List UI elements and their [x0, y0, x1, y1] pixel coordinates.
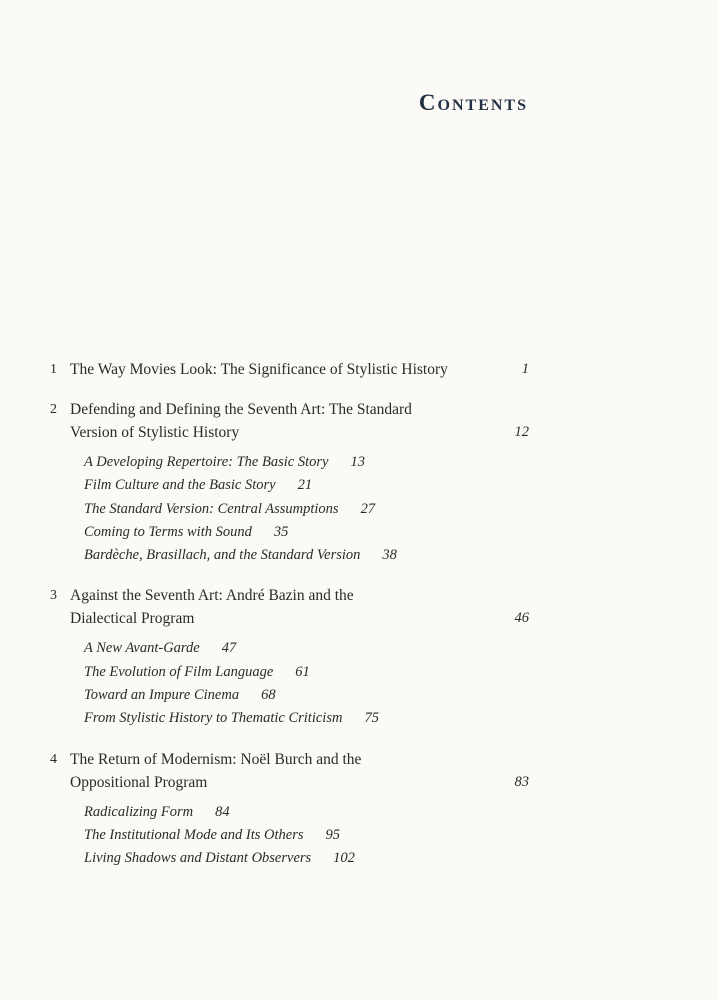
section-page-number: 21: [297, 477, 313, 494]
section-title: Toward an Impure Cinema: [84, 687, 240, 704]
chapter-3: [50, 584, 530, 730]
section-entry[interactable]: [84, 521, 530, 544]
section-page-number: 27: [360, 500, 376, 517]
section-page-number: 38: [382, 547, 397, 564]
chapter-title: [70, 584, 530, 630]
chapter-title: [70, 398, 530, 444]
page-title: Contents: [418, 90, 528, 115]
section-page-number: 13: [350, 454, 365, 470]
chapter-title-line: Oppositional Program: [70, 773, 208, 791]
section-list: [84, 801, 530, 871]
section-title: The Institutional Mode and Its Others: [84, 826, 304, 843]
section-title: From Stylistic History to Thematic Criticism: [84, 710, 343, 727]
chapter-number: 2: [50, 402, 57, 417]
chapter-title-line: Version of Stylistic History: [70, 424, 240, 441]
chapter-heading[interactable]: [50, 398, 530, 444]
chapter-title: [70, 358, 530, 381]
table-of-contents: [50, 358, 530, 888]
section-page-number: 35: [273, 523, 289, 540]
section-page-number: 47: [221, 640, 237, 657]
chapter-page-number: 46: [514, 610, 529, 627]
section-entry[interactable]: [84, 451, 530, 474]
section-title: A New Avant-Garde: [84, 640, 200, 657]
chapter-heading[interactable]: [50, 358, 530, 381]
chapter-number: 1: [50, 362, 57, 377]
section-title: Coming to Terms with Sound: [84, 523, 252, 540]
section-title: The Standard Version: Central Assumptions: [84, 500, 339, 517]
section-title: Bardèche, Brasillach, and the Standard Version: [84, 547, 361, 564]
chapter-title-line: The Return of Modernism: Noël Burch and the: [70, 750, 362, 768]
section-page-number: 68: [261, 687, 276, 704]
section-entry[interactable]: [84, 824, 530, 847]
section-page-number: 102: [333, 850, 355, 867]
chapter-heading[interactable]: [50, 584, 530, 630]
section-page-number: 84: [215, 803, 230, 820]
section-title: Film Culture and the Basic Story: [84, 477, 276, 494]
section-title: Living Shadows and Distant Observers: [84, 850, 312, 867]
section-entry[interactable]: [84, 847, 530, 870]
chapter-1: [50, 358, 530, 381]
chapter-page-number: 12: [514, 424, 529, 440]
chapter-heading[interactable]: [50, 748, 530, 794]
section-entry[interactable]: [84, 474, 530, 497]
section-title: A Developing Repertoire: The Basic Story: [84, 454, 329, 470]
section-entry[interactable]: [84, 801, 530, 824]
chapter-4: [50, 748, 530, 871]
section-entry[interactable]: [84, 637, 530, 660]
section-entry[interactable]: [84, 544, 530, 567]
chapter-number: 3: [50, 588, 57, 604]
section-page-number: 61: [295, 663, 310, 680]
chapter-title-line: Defending and Defining the Seventh Art: The Standard: [70, 401, 412, 418]
section-page-number: 95: [325, 826, 341, 843]
section-page-number: 75: [364, 710, 379, 727]
chapter-title-line: Against the Seventh Art: André Bazin and the: [70, 587, 354, 605]
section-list: [84, 637, 530, 730]
section-entry[interactable]: [84, 684, 530, 707]
chapter-title-line: The Way Movies Look: The Significance of Stylistic History: [70, 361, 448, 378]
section-title: Radicalizing Form: [84, 803, 194, 820]
section-list: [84, 451, 530, 567]
section-entry[interactable]: [84, 661, 530, 684]
chapter-page-number: 83: [514, 773, 529, 790]
chapter-title: [70, 748, 530, 794]
chapter-page-number: 1: [521, 361, 529, 377]
chapter-2: [50, 398, 530, 567]
section-entry[interactable]: [84, 498, 530, 521]
section-title: The Evolution of Film Language: [84, 663, 274, 680]
chapter-title-line: Dialectical Program: [70, 610, 195, 628]
chapter-number: 4: [50, 751, 57, 767]
section-entry[interactable]: [84, 707, 530, 730]
